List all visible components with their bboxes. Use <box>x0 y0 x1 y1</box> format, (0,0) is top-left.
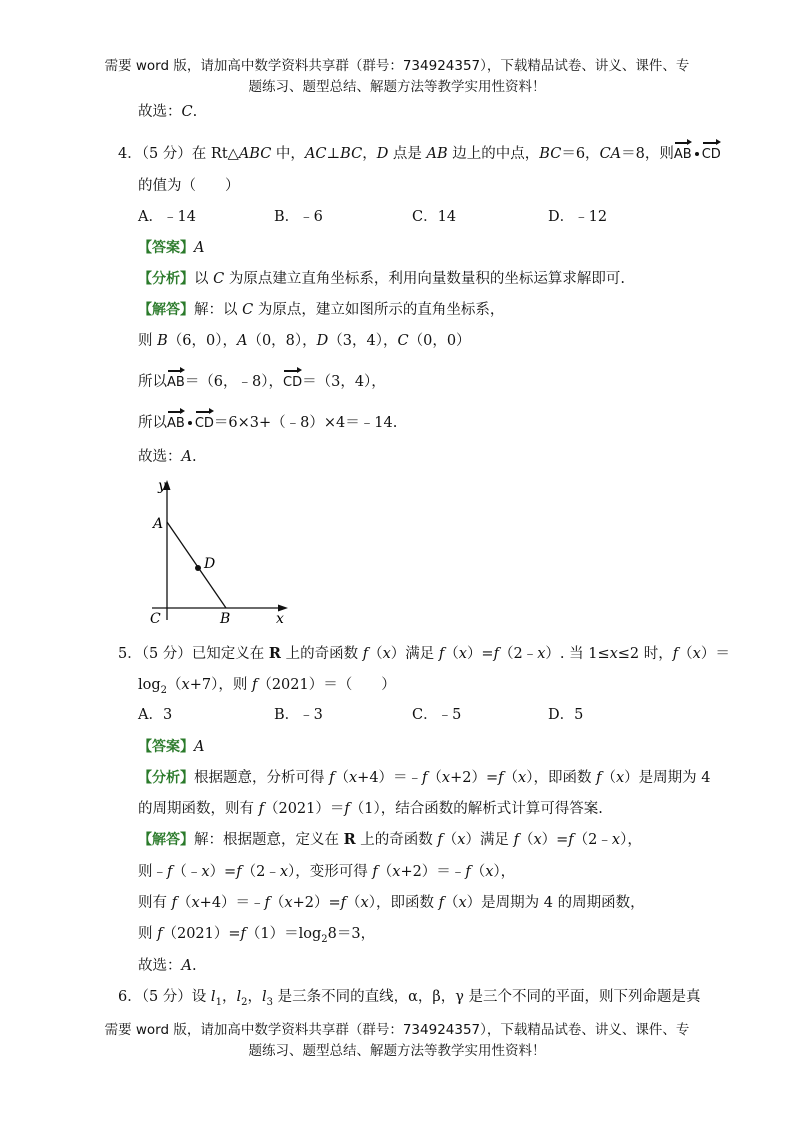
vector-ab: AB <box>167 369 185 393</box>
q4-stem-line-1: 4．（5 分）在 Rt△ABC 中，AC⊥BC，D 点是 AB 边上的中点，BC＝6，CA＝8，则AB CD <box>118 141 721 165</box>
q5-option-b: B．﹣3 <box>274 707 323 723</box>
label-b: B <box>220 611 231 627</box>
footer-line-1: 需要 word 版，请加高中数学资料共享群（群号：734924357），下载精品试卷、讲义、课件、专 <box>104 1022 690 1038</box>
label-x: x <box>276 611 284 627</box>
q5-solution-line-3: 则有 f（x+4）＝﹣f（x+2）=f（x），即函数 f（x）是周期为 4 的周期函数， <box>138 895 645 911</box>
label-c: C <box>150 611 161 627</box>
q5-answer: 【答案】A <box>138 739 205 755</box>
label-y: y <box>158 478 166 494</box>
q5-option-d: D．5 <box>548 707 584 723</box>
q4-option-d: D．﹣12 <box>548 209 608 225</box>
vector-ab: AB <box>167 410 185 434</box>
q4-solution-line-2: 则 B（6，0），A（0，8），D（3，4），C（0，0） <box>138 333 471 349</box>
dot-product-icon <box>188 421 192 425</box>
q5-solution-line-1: 【解答】解：根据题意，定义在 R 上的奇函数 f（x）满足 f（x）=f（2﹣x）， <box>138 831 642 848</box>
q4-option-a: A．﹣14 <box>138 209 196 225</box>
coordinate-figure <box>138 472 298 632</box>
q5-analysis-line-1: 【分析】根据题意，分析可得 f（x+4）＝﹣f（x+2）=f（x），即函数 f（x）是周期为 4 <box>138 770 711 786</box>
q4-analysis: 【分析】以 C 为原点建立直角坐标系，利用向量数量积的坐标运算求解即可. <box>138 271 625 287</box>
label-a: A <box>153 516 164 532</box>
q4-solution-line-3: 所以AB＝（6，﹣8），CD＝（3，4）， <box>138 369 386 393</box>
q5-analysis-line-2: 的周期函数，则有 f（2021）＝f（1），结合函数的解析式计算可得答案. <box>138 801 603 817</box>
segment-ab <box>167 522 226 608</box>
dot-product-icon <box>695 152 699 156</box>
q5-choose: 故选：A. <box>138 958 197 974</box>
q4-option-c: C．14 <box>412 209 457 225</box>
q5-option-a: A．3 <box>138 707 173 723</box>
q4-choose: 故选：A. <box>138 449 197 465</box>
q5-option-c: C．﹣5 <box>412 707 462 723</box>
q6-stem-line-1: 6．（5 分）设 $l_1$，$l_2$，$l_3$ 是三条不同的直线，α，β，γ 是三个不同的平面，则下列命题是真 <box>118 989 701 1008</box>
page-footer <box>0 1020 794 1062</box>
header-line-1: 需要 word 版，请加高中数学资料共享群（群号：734924357），下载精品试卷、讲义、课件、专 <box>104 58 690 74</box>
q4-stem-line-2: 的值为（ ） <box>138 178 240 194</box>
q4-answer: 【答案】A <box>138 240 205 256</box>
q4-option-b: B．﹣6 <box>274 209 323 225</box>
q5-solution-line-2: 则﹣f（﹣x）=f（2﹣x），变形可得 f（x+2）＝﹣f（x）， <box>138 864 516 880</box>
vector-cd: CD <box>195 410 214 434</box>
footer-line-2: 题练习、题型总结、解题方法等教学实用性资料！ <box>248 1043 546 1059</box>
prev-choose-line: 故选：C. <box>138 104 198 120</box>
vector-cd: CD <box>702 141 721 165</box>
label-d: D <box>204 556 216 572</box>
q4-solution-line-1: 【解答】解：以 C 为原点，建立如图所示的直角坐标系， <box>138 302 505 318</box>
q5-stem-line-1: 5．（5 分）已知定义在 R 上的奇函数 f（x）满足 f（x）=f（2﹣x）. 当 1≤x≤2 时，f（x）＝ <box>118 645 730 662</box>
vector-ab: AB <box>674 141 692 165</box>
point-d <box>195 565 201 571</box>
q5-stem-line-2: $\log_2(x+7)$，则 f（2021）＝（ ） <box>138 677 396 696</box>
header-line-2: 题练习、题型总结、解题方法等教学实用性资料！ <box>248 79 546 95</box>
q5-solution-line-4: 则 $f(2021)=f(1)=\log_28=3$， <box>138 926 376 945</box>
q4-solution-line-4: 所以AB CD＝6×3+（﹣8）×4＝﹣14. <box>138 410 397 434</box>
vector-cd: CD <box>283 369 302 393</box>
page-header <box>0 56 794 98</box>
